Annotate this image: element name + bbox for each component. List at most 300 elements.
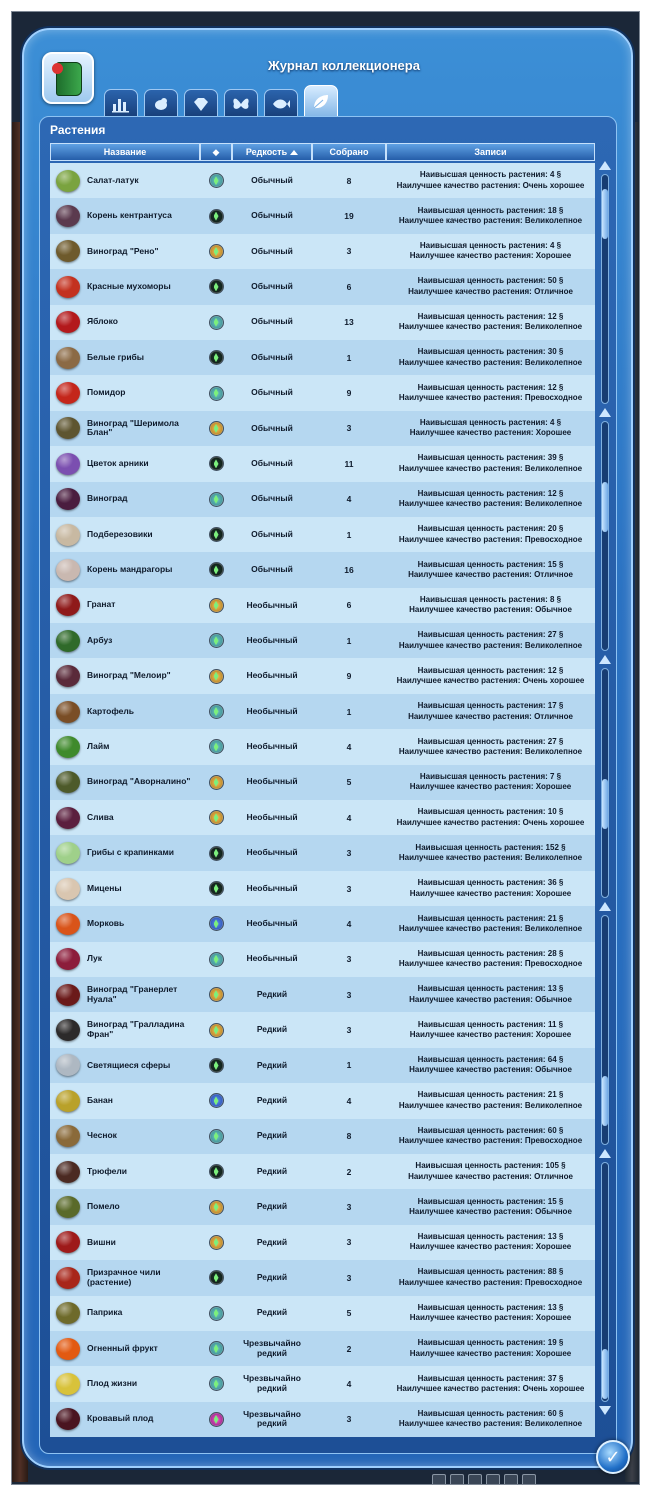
plant-name: Подберезовики <box>87 528 153 539</box>
column-header-rarity[interactable] <box>232 143 312 161</box>
note-quality: Наилучшее качество растения: Хорошее <box>409 1313 572 1323</box>
notes-cell <box>386 1161 595 1182</box>
table-row[interactable] <box>50 1012 595 1047</box>
note-value: Наивысшая ценность растения: 64 § <box>417 1055 564 1065</box>
motive-cell <box>200 881 232 896</box>
scroll-up-icon[interactable] <box>599 655 611 664</box>
note-value: Наивысшая ценность растения: 12 § <box>417 382 564 392</box>
table-row[interactable] <box>50 1366 595 1401</box>
plant-list <box>50 163 595 1439</box>
plant-name-cell <box>50 413 200 443</box>
collected-count: 11 <box>344 458 354 469</box>
plant-icon <box>53 378 83 408</box>
table-row[interactable] <box>50 1154 595 1189</box>
table-row[interactable] <box>50 517 595 552</box>
motive-cell <box>200 209 232 224</box>
collected-count: 4 <box>346 1095 352 1106</box>
table-row[interactable] <box>50 694 595 729</box>
notes-cell <box>386 1090 595 1111</box>
plumbob-icon <box>209 492 224 507</box>
notes-cell <box>386 1338 595 1359</box>
plumbob-icon <box>209 775 224 790</box>
notes-cell <box>386 914 595 935</box>
rarity-cell: Необычный <box>246 953 298 964</box>
scroll-up-icon[interactable] <box>599 408 611 417</box>
plumbob-icon <box>209 1341 224 1356</box>
plant-name: Огненный фрукт <box>87 1342 158 1353</box>
plant-name-cell <box>50 378 200 408</box>
plant-name: Мицены <box>87 882 122 893</box>
notes-cell <box>386 1055 595 1076</box>
plumbob-icon <box>209 527 224 542</box>
note-quality: Наилучшее качество растения: Превосходное <box>398 1277 583 1287</box>
note-quality: Наилучшее качество растения: Очень хорошее <box>396 817 585 827</box>
plumbob-icon <box>209 987 224 1002</box>
scroll-segment[interactable] <box>601 421 609 651</box>
plant-icon <box>53 555 83 585</box>
plant-name-cell <box>50 732 200 762</box>
note-value: Наивысшая ценность растения: 20 § <box>417 524 564 534</box>
rarity-cell: Необычный <box>246 670 298 681</box>
accept-button[interactable] <box>596 1440 630 1474</box>
plumbob-icon <box>209 1235 224 1250</box>
rarity-cell: Необычный <box>246 847 298 858</box>
gem-icon <box>191 95 211 113</box>
scroll-thumb[interactable] <box>602 482 608 532</box>
plant-name-cell <box>50 1334 200 1364</box>
table-row[interactable] <box>50 1260 595 1295</box>
collected-count: 3 <box>346 1025 352 1036</box>
plant-name: Гранат <box>87 599 116 610</box>
plant-icon <box>53 1227 83 1257</box>
table-row[interactable] <box>50 269 595 304</box>
motive-cell <box>200 1023 232 1038</box>
plant-icon <box>53 980 83 1010</box>
collected-count: 3 <box>346 1272 352 1283</box>
table-row[interactable] <box>50 1189 595 1224</box>
scroll-up-icon[interactable] <box>599 902 611 911</box>
rarity-cell: Редкий <box>256 988 288 999</box>
table-row[interactable] <box>50 446 595 481</box>
note-value: Наивысшая ценность растения: 13 § <box>417 1232 564 1242</box>
plant-name: Морковь <box>87 918 125 928</box>
plant-name-cell <box>50 307 200 337</box>
motive-cell <box>200 1270 232 1285</box>
motive-cell <box>200 739 232 754</box>
note-quality: Наилучшее качество растения: Превосходное <box>398 1136 583 1146</box>
notes-cell <box>386 701 595 722</box>
bar-chart-icon <box>111 95 131 113</box>
note-quality: Наилучшее качество растения: Великолепное <box>398 853 583 863</box>
rarity-cell: Редкий <box>256 1271 288 1282</box>
table-row[interactable] <box>50 552 595 587</box>
plant-name: Кровавый плод <box>87 1413 154 1424</box>
note-value: Наивысшая ценность растения: 11 § <box>417 1019 564 1029</box>
plant-name-cell <box>50 236 200 266</box>
plant-name-cell <box>50 343 200 373</box>
motive-cell <box>200 846 232 861</box>
plumbob-icon <box>209 173 224 188</box>
plant-name-cell <box>50 449 200 479</box>
plant-icon <box>53 838 83 868</box>
journal-book-icon <box>42 52 94 104</box>
plant-icon <box>53 343 83 373</box>
rarity-cell: Чрезвычайно редкий <box>243 1337 301 1358</box>
collected-count: 3 <box>346 423 352 434</box>
rarity-cell: Необычный <box>246 811 298 822</box>
plant-icon <box>53 874 83 904</box>
motive-cell <box>200 315 232 330</box>
motive-cell <box>200 173 232 188</box>
table-row[interactable] <box>50 163 595 198</box>
table-row[interactable] <box>50 411 595 446</box>
collected-count: 19 <box>344 211 354 222</box>
table-row[interactable] <box>50 765 595 800</box>
table-row[interactable] <box>50 1119 595 1154</box>
notes-cell <box>386 1409 595 1430</box>
tab-insects[interactable] <box>144 89 178 119</box>
plumbob-icon <box>209 1306 224 1321</box>
plant-icon <box>53 1157 83 1187</box>
notes-cell <box>386 206 595 227</box>
note-value: Наивысшая ценность растения: 15 § <box>417 559 564 569</box>
rarity-cell: Обычный <box>251 210 293 221</box>
note-value: Наивысшая ценность растения: 12 § <box>417 488 564 498</box>
column-header-collected[interactable] <box>312 143 386 161</box>
note-value: Наивысшая ценность растения: 21 § <box>417 913 564 923</box>
collected-count: 1 <box>346 706 352 717</box>
rarity-cell: Необычный <box>246 634 298 645</box>
note-value: Наивысшая ценность растения: 21 § <box>417 1090 564 1100</box>
note-value: Наивысшая ценность растения: 27 § <box>417 736 564 746</box>
table-row[interactable] <box>50 1225 595 1260</box>
rarity-cell: Редкий <box>256 1059 288 1070</box>
plant-icon <box>53 1369 83 1399</box>
plant-icon <box>53 1404 83 1434</box>
scroll-down-icon[interactable] <box>599 1406 611 1415</box>
plumbob-icon <box>209 1164 224 1179</box>
plant-name: Чеснок <box>87 1130 117 1141</box>
rarity-cell: Редкий <box>256 1201 288 1212</box>
toolbar-button[interactable] <box>522 1474 536 1485</box>
rarity-cell: Редкий <box>256 1024 288 1035</box>
plumbob-icon <box>209 1200 224 1215</box>
rarity-cell: Обычный <box>251 174 293 185</box>
column-header-notes[interactable] <box>386 143 595 161</box>
table-row[interactable] <box>50 482 595 517</box>
rarity-cell: Необычный <box>246 776 298 787</box>
plant-name-cell <box>50 1121 200 1151</box>
plumbob-icon <box>209 279 224 294</box>
plant-name: Лайм <box>87 741 110 752</box>
note-quality: Наилучшее качество растения: Превосходное <box>398 534 583 544</box>
plant-name-cell <box>50 520 200 550</box>
table-row[interactable] <box>50 588 595 623</box>
rarity-cell: Обычный <box>251 245 293 256</box>
plant-name-cell <box>50 626 200 656</box>
notes-cell <box>386 984 595 1005</box>
plant-icon <box>53 1263 83 1293</box>
rarity-cell: Чрезвычайно редкий <box>243 1373 301 1393</box>
scroll-up-icon[interactable] <box>599 1149 611 1158</box>
table-row[interactable] <box>50 800 595 835</box>
notes-cell <box>386 1126 595 1147</box>
checkmark-icon: ✓ <box>605 1446 621 1467</box>
plumbob-icon <box>209 1270 224 1285</box>
scroll-thumb[interactable] <box>602 779 608 829</box>
table-row[interactable] <box>50 1296 595 1331</box>
sort-ascending-icon <box>290 150 298 155</box>
column-collected-label: Собрано <box>329 147 369 157</box>
notes-cell <box>386 772 595 793</box>
plant-icon <box>53 1015 83 1045</box>
plumbob-icon <box>209 1376 224 1391</box>
notes-cell <box>386 807 595 828</box>
scroll-segment[interactable] <box>601 1162 609 1402</box>
note-value: Наивысшая ценность растения: 4 § <box>419 418 562 428</box>
note-quality: Наилучшее качество растения: Великолепное <box>398 1419 583 1429</box>
column-header-name[interactable] <box>50 143 200 161</box>
rarity-cell: Необычный <box>246 918 298 929</box>
table-row[interactable] <box>50 198 595 233</box>
plant-icon <box>53 909 83 939</box>
note-quality: Наилучшее качество растения: Хорошее <box>409 888 572 898</box>
notes-cell <box>386 878 595 899</box>
rarity-cell: Чрезвычайно редкий <box>243 1408 301 1429</box>
note-value: Наивысшая ценность растения: 60 § <box>417 1408 564 1418</box>
motive-cell <box>200 1093 232 1108</box>
collected-count: 3 <box>346 989 352 1000</box>
rarity-cell: Обычный <box>251 528 293 539</box>
tab-plants[interactable] <box>304 85 338 119</box>
plant-icon <box>53 1121 83 1151</box>
table-row[interactable] <box>50 658 595 693</box>
table-row[interactable] <box>50 1402 595 1437</box>
notes-cell <box>386 949 595 970</box>
toolbar-button[interactable] <box>450 1474 464 1485</box>
toolbar-button[interactable] <box>468 1474 482 1485</box>
motive-cell <box>200 952 232 967</box>
table-row[interactable] <box>50 340 595 375</box>
plant-icon <box>53 697 83 727</box>
note-quality: Наилучшее качество растения: Великолепное <box>398 499 583 509</box>
notes-cell <box>386 418 595 439</box>
notes-cell <box>386 312 595 333</box>
collected-count: 3 <box>346 883 352 894</box>
rarity-cell: Редкий <box>256 1307 288 1318</box>
plant-icon <box>53 413 83 443</box>
notes-cell <box>386 347 595 368</box>
scroll-segment[interactable] <box>601 174 609 404</box>
notes-cell <box>386 630 595 651</box>
notes-cell <box>386 1267 595 1288</box>
note-quality: Наилучшее качество растения: Великолепное <box>398 640 583 650</box>
tab-gems[interactable] <box>184 89 218 119</box>
plant-name: Светящиеся сферы <box>87 1059 171 1070</box>
table-row[interactable] <box>50 906 595 941</box>
plant-name-cell <box>50 1157 200 1187</box>
scroll-thumb[interactable] <box>602 189 608 239</box>
notes-cell <box>386 1232 595 1253</box>
motive-cell <box>200 1129 232 1144</box>
plant-name: Виноград <box>87 493 128 504</box>
note-value: Наивысшая ценность растения: 13 § <box>417 1302 564 1312</box>
tab-stats[interactable] <box>104 89 138 119</box>
table-row[interactable] <box>50 375 595 410</box>
table-row[interactable] <box>50 977 595 1012</box>
notes-cell <box>386 1020 595 1041</box>
rarity-cell: Необычный <box>246 741 298 752</box>
plant-name-cell <box>50 1263 200 1293</box>
plant-icon <box>53 1298 83 1328</box>
motive-cell <box>200 810 232 825</box>
scroll-up-icon[interactable] <box>599 161 611 170</box>
plant-name: Салат-латук <box>87 174 139 185</box>
note-value: Наивысшая ценность растения: 12 § <box>417 311 564 321</box>
notes-cell <box>386 843 595 864</box>
collected-count: 4 <box>346 1378 352 1389</box>
collected-count: 4 <box>346 741 352 752</box>
plant-name-cell <box>50 803 200 833</box>
motive-cell <box>200 1412 232 1427</box>
plant-name: Арбуз <box>87 634 113 645</box>
plumbob-icon <box>209 916 224 931</box>
plant-name: Корень кентрантуса <box>87 210 172 221</box>
plant-name: Трюфели <box>87 1165 127 1176</box>
game-toolbar <box>432 1474 592 1485</box>
column-header-motive[interactable] <box>200 143 232 161</box>
motive-cell <box>200 1306 232 1321</box>
motive-cell <box>200 562 232 577</box>
column-notes-label: Записи <box>474 147 507 157</box>
scroll-segment[interactable] <box>601 915 609 1145</box>
table-row[interactable] <box>50 1048 595 1083</box>
table-row[interactable] <box>50 623 595 658</box>
plant-name-cell <box>50 1015 200 1045</box>
rarity-cell: Обычный <box>251 493 293 504</box>
plant-name-cell <box>50 484 200 514</box>
notes-cell <box>386 560 595 581</box>
note-value: Наивысшая ценность растения: 50 § <box>417 276 564 286</box>
plant-icon <box>53 484 83 514</box>
column-rarity-label: Редкость <box>245 147 288 157</box>
vertical-scrollbar[interactable] <box>598 161 612 1451</box>
table-row[interactable] <box>50 835 595 870</box>
toolbar-button[interactable] <box>504 1474 518 1485</box>
table-row[interactable] <box>50 871 595 906</box>
notes-cell <box>386 595 595 616</box>
plant-icon <box>53 236 83 266</box>
note-quality: Наилучшее качество растения: Великолепное <box>398 357 583 367</box>
note-quality: Наилучшее качество растения: Хорошее <box>409 428 572 438</box>
plumbob-icon <box>209 1412 224 1427</box>
motive-cell <box>200 456 232 471</box>
plant-icon <box>53 307 83 337</box>
collected-count: 3 <box>346 1237 352 1248</box>
bug-icon <box>151 95 171 113</box>
plant-name: Яблоко <box>87 316 118 327</box>
toolbar-button[interactable] <box>432 1474 446 1485</box>
plumbob-icon <box>209 739 224 754</box>
rarity-cell: Необычный <box>246 599 298 610</box>
butterfly-icon <box>231 95 251 113</box>
motive-cell <box>200 916 232 931</box>
leaf-icon <box>311 93 331 111</box>
collected-count: 16 <box>344 564 354 575</box>
note-quality: Наилучшее качество растения: Отличное <box>408 286 573 296</box>
table-row[interactable] <box>50 1331 595 1366</box>
note-quality: Наилучшее качество растения: Очень хорошее <box>396 676 585 686</box>
collected-count: 1 <box>346 529 352 540</box>
note-quality: Наилучшее качество растения: Отличное <box>408 711 573 721</box>
plumbob-icon <box>209 1023 224 1038</box>
plumbob-icon <box>209 633 224 648</box>
note-value: Наивысшая ценность растения: 30 § <box>417 347 564 357</box>
tab-butterflies[interactable] <box>224 89 258 119</box>
table-row[interactable] <box>50 234 595 269</box>
plant-name: Вишни <box>87 1236 116 1247</box>
plant-icon <box>53 590 83 620</box>
collected-count: 9 <box>346 671 352 682</box>
note-quality: Наилучшее качество растения: Великолепное <box>398 216 583 226</box>
collected-count: 3 <box>346 848 352 859</box>
table-row[interactable] <box>50 729 595 764</box>
toolbar-button[interactable] <box>486 1474 500 1485</box>
motive-cell <box>200 527 232 542</box>
note-value: Наивысшая ценность растения: 37 § <box>417 1373 564 1383</box>
motive-cell <box>200 775 232 790</box>
notes-cell <box>386 1303 595 1324</box>
rarity-cell: Обычный <box>251 564 293 575</box>
screenshot-frame <box>11 11 640 1485</box>
plant-name-cell <box>50 555 200 585</box>
collected-count: 5 <box>346 1308 352 1319</box>
rarity-cell: Обычный <box>251 457 293 468</box>
motive-cell <box>200 1164 232 1179</box>
plumbob-icon <box>209 846 224 861</box>
rarity-cell: Редкий <box>256 1165 288 1176</box>
plumbob-icon <box>209 562 224 577</box>
table-row[interactable] <box>50 942 595 977</box>
motive-cell <box>200 669 232 684</box>
scroll-thumb[interactable] <box>602 1076 608 1126</box>
plant-name-cell <box>50 201 200 231</box>
motive-cell <box>200 1235 232 1250</box>
plant-name: Плод жизни <box>87 1378 138 1389</box>
notes-cell <box>386 241 595 262</box>
scroll-segment[interactable] <box>601 668 609 898</box>
plumbob-icon <box>209 1058 224 1073</box>
motive-cell <box>200 704 232 719</box>
note-value: Наивысшая ценность растения: 19 § <box>417 1338 564 1348</box>
notes-cell <box>386 170 595 191</box>
tab-fish[interactable] <box>264 89 298 119</box>
collected-count: 2 <box>346 1166 352 1177</box>
table-row[interactable] <box>50 305 595 340</box>
fish-icon <box>271 95 291 113</box>
plant-icon <box>53 1334 83 1364</box>
note-quality: Наилучшее качество растения: Великолепное <box>398 322 583 332</box>
note-quality: Наилучшее качество растения: Великолепное <box>398 923 583 933</box>
motive-cell <box>200 386 232 401</box>
notes-cell <box>386 737 595 758</box>
scroll-thumb[interactable] <box>602 1349 608 1399</box>
plant-name-cell <box>50 1369 200 1399</box>
section-title: Растения <box>50 123 106 137</box>
rarity-cell: Обычный <box>251 316 293 327</box>
table-row[interactable] <box>50 1083 595 1118</box>
plant-name-cell <box>50 1192 200 1222</box>
